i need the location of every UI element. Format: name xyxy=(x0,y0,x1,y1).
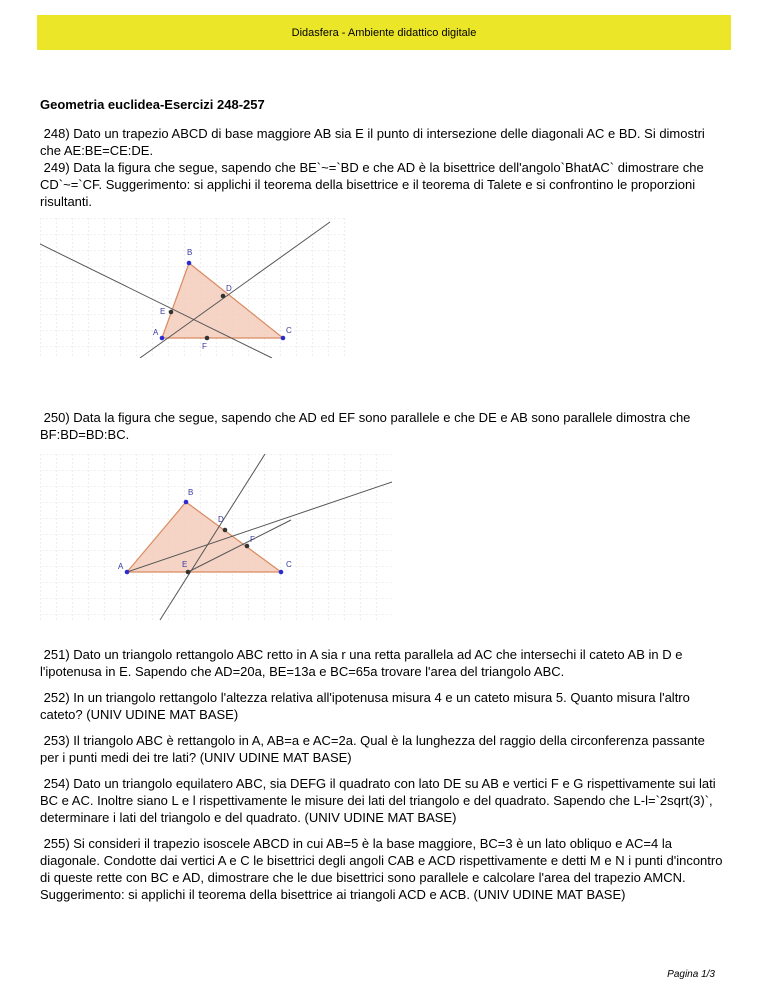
point-d xyxy=(223,528,228,533)
label-a: A xyxy=(153,328,159,337)
exercise-255: 255) Si consideri il trapezio isoscele ABCD in cui AB=5 è la base maggiore, BC=3 è un lato obliquo e AC=4 la diagonale. Condotte dai vertici A e C le bisettrici degli angoli CAB e ACD rispettivamente e detti M e N i punti d'incontro di queste rette con BC e AD, dimostrare che le due bisettrici sono parallele e calcolare l'area del trapezio AMCN. Suggerimento: si applichi il teorema della bisettrice ai triangoli ACD e ACB. (UNIV UDINE MAT BASE) xyxy=(40,836,727,902)
label-e: E xyxy=(160,307,166,316)
point-b xyxy=(184,500,189,505)
exercise-248: 248) Dato un trapezio ABCD di base maggiore AB sia E il punto di intersezione delle diagonali AC e BD. Si dimostri che AE:BE=CE:DE. xyxy=(40,126,709,158)
point-c xyxy=(281,336,286,341)
exercise-251: 251) Dato un triangolo rettangolo ABC retto in A sia r una retta parallela ad AC che intersechi il cateto AB in D e l'ipotenusa in E. Sapendo che AD=20a, BE=13a e BC=65a trovare l'area del triangolo ABC. xyxy=(40,647,687,679)
exercise-252: 252) In un triangolo rettangolo l'altezza relativa all'ipotenusa misura 4 e un cateto misura 5. Quanto misura l'altro cateto? (UNIV UDINE MAT BASE) xyxy=(40,690,694,722)
exercise-254: 254) Dato un triangolo equilatero ABC, sia DEFG il quadrato con lato DE su AB e vertici F e G rispettivamente sui lati BC e AC. Inoltre siano L e l rispettivamente le misure dei lati del triangolo e del quadrato. Sapendo che L-l=`2sqrt(3)`, determinare i lati del triangolo e del quadrato. (UNIV UDINE MAT BASE) xyxy=(40,776,720,825)
point-d xyxy=(221,294,226,299)
document-body-3 xyxy=(40,646,726,903)
figure-250 xyxy=(40,454,392,622)
point-b xyxy=(187,261,192,266)
label-b: B xyxy=(188,488,194,497)
point-c xyxy=(279,570,284,575)
point-a xyxy=(160,336,165,341)
label-c: C xyxy=(286,560,292,569)
label-d: D xyxy=(226,284,232,293)
point-a xyxy=(125,570,130,575)
header-title: Didasfera - Ambiente didattico digitale xyxy=(291,26,477,39)
point-f xyxy=(205,336,210,341)
label-e: E xyxy=(182,560,188,569)
document-title: Geometria euclidea-Esercizi 248-257 xyxy=(40,97,265,112)
page-number: Pagina 1/3 xyxy=(667,969,715,980)
document-body xyxy=(40,96,726,210)
label-f: F xyxy=(202,342,207,351)
figure-249 xyxy=(40,218,346,358)
document-body-2 xyxy=(40,409,726,443)
exercise-250: 250) Data la figura che segue, sapendo che AD ed EF sono parallele e che DE e AB sono parallele dimostra che BF:BD=BD:BC. xyxy=(40,410,695,442)
point-f xyxy=(245,544,250,549)
label-c: C xyxy=(286,326,292,335)
site-header xyxy=(37,15,731,50)
exercise-249: 249) Data la figura che segue, sapendo che BE`~=`BD e che AD è la bisettrice dell'angolo`BhatAC` dimostrare che CD`~=`CF. Suggerimento: si applichi il teorema della bisettrice e il teorema di Talete e si confrontino le proporzioni risultanti. xyxy=(40,160,708,209)
label-a: A xyxy=(118,562,124,571)
label-b: B xyxy=(187,248,193,257)
point-e xyxy=(186,570,191,575)
label-d: D xyxy=(218,515,224,524)
point-e xyxy=(169,310,174,315)
exercise-253: 253) Il triangolo ABC è rettangolo in A, AB=a e AC=2a. Qual è la lunghezza del raggio della circonferenza passante per i punti medi dei tre lati? (UNIV UDINE MAT BASE) xyxy=(40,733,709,765)
label-f: F xyxy=(250,535,255,544)
